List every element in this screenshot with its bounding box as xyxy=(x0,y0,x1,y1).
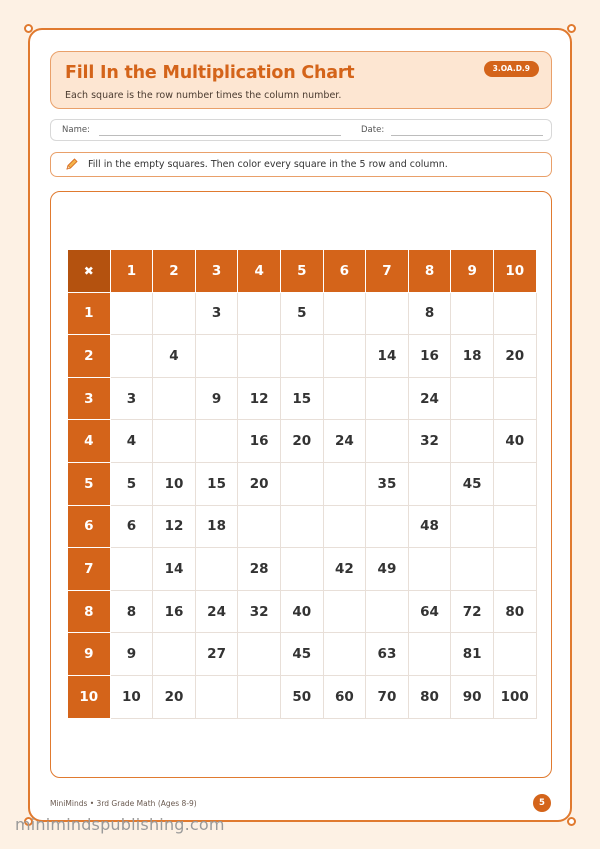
empty-cell[interactable] xyxy=(153,633,196,676)
filled-cell: 8 xyxy=(110,590,153,633)
filled-cell: 40 xyxy=(280,590,323,633)
filled-cell: 50 xyxy=(280,675,323,718)
column-header: 4 xyxy=(238,250,281,293)
empty-cell[interactable] xyxy=(366,590,409,633)
empty-cell[interactable] xyxy=(153,420,196,463)
filled-cell: 100 xyxy=(493,675,536,718)
name-line[interactable] xyxy=(99,135,341,136)
empty-cell[interactable] xyxy=(323,505,366,548)
row-header: 3 xyxy=(68,377,111,420)
empty-cell[interactable] xyxy=(110,548,153,591)
filled-cell: 15 xyxy=(195,462,238,505)
filled-cell: 45 xyxy=(280,633,323,676)
empty-cell[interactable] xyxy=(110,335,153,378)
grid-row xyxy=(68,505,537,548)
grid-row xyxy=(68,292,537,335)
filled-cell: 14 xyxy=(153,548,196,591)
empty-cell[interactable] xyxy=(323,633,366,676)
filled-cell: 32 xyxy=(408,420,451,463)
empty-cell[interactable] xyxy=(323,377,366,420)
filled-cell: 15 xyxy=(280,377,323,420)
row-header: 1 xyxy=(68,292,111,335)
empty-cell[interactable] xyxy=(280,462,323,505)
grid-row xyxy=(68,590,537,633)
filled-cell: 45 xyxy=(451,462,494,505)
row-header: 10 xyxy=(68,675,111,718)
column-header: 3 xyxy=(195,250,238,293)
grid-row xyxy=(68,377,537,420)
filled-cell: 24 xyxy=(408,377,451,420)
filled-cell: 5 xyxy=(280,292,323,335)
filled-cell: 10 xyxy=(110,675,153,718)
empty-cell[interactable] xyxy=(110,292,153,335)
row-header: 6 xyxy=(68,505,111,548)
empty-cell[interactable] xyxy=(493,633,536,676)
row-header: 8 xyxy=(68,590,111,633)
corner-dot xyxy=(567,24,576,33)
filled-cell: 3 xyxy=(110,377,153,420)
empty-cell[interactable] xyxy=(493,377,536,420)
chart-container xyxy=(50,191,552,778)
grid-row xyxy=(68,548,537,591)
header-banner xyxy=(50,51,552,109)
filled-cell: 3 xyxy=(195,292,238,335)
empty-cell[interactable] xyxy=(280,335,323,378)
filled-cell: 6 xyxy=(110,505,153,548)
filled-cell: 72 xyxy=(451,590,494,633)
grid-row xyxy=(68,633,537,676)
watermark: minimindspublishing.com xyxy=(15,815,225,834)
empty-cell[interactable] xyxy=(323,335,366,378)
empty-cell[interactable] xyxy=(451,420,494,463)
filled-cell: 80 xyxy=(408,675,451,718)
empty-cell[interactable] xyxy=(493,462,536,505)
filled-cell: 60 xyxy=(323,675,366,718)
filled-cell: 14 xyxy=(366,335,409,378)
empty-cell[interactable] xyxy=(280,548,323,591)
empty-cell[interactable] xyxy=(238,675,281,718)
empty-cell[interactable] xyxy=(366,292,409,335)
filled-cell: 81 xyxy=(451,633,494,676)
filled-cell: 9 xyxy=(195,377,238,420)
grid-row xyxy=(68,675,537,718)
empty-cell[interactable] xyxy=(366,420,409,463)
empty-cell[interactable] xyxy=(195,420,238,463)
filled-cell: 32 xyxy=(238,590,281,633)
empty-cell[interactable] xyxy=(451,505,494,548)
page-subtitle: Each square is the row number times the column number. xyxy=(65,90,342,101)
column-header: 6 xyxy=(323,250,366,293)
filled-cell: 70 xyxy=(366,675,409,718)
name-label: Name: xyxy=(62,125,90,135)
filled-cell: 18 xyxy=(195,505,238,548)
filled-cell: 35 xyxy=(366,462,409,505)
filled-cell: 12 xyxy=(238,377,281,420)
row-header: 2 xyxy=(68,335,111,378)
filled-cell: 64 xyxy=(408,590,451,633)
grid-row xyxy=(68,462,537,505)
empty-cell[interactable] xyxy=(451,377,494,420)
filled-cell: 12 xyxy=(153,505,196,548)
empty-cell[interactable] xyxy=(238,292,281,335)
instruction-box xyxy=(50,152,552,177)
filled-cell: 4 xyxy=(110,420,153,463)
empty-cell[interactable] xyxy=(366,505,409,548)
filled-cell: 16 xyxy=(238,420,281,463)
empty-cell[interactable] xyxy=(323,292,366,335)
multiplication-grid xyxy=(67,249,537,719)
empty-cell[interactable] xyxy=(153,377,196,420)
empty-cell[interactable] xyxy=(451,548,494,591)
empty-cell[interactable] xyxy=(238,335,281,378)
column-header: 9 xyxy=(451,250,494,293)
empty-cell[interactable] xyxy=(280,505,323,548)
page-number: 5 xyxy=(533,794,551,812)
filled-cell: 20 xyxy=(153,675,196,718)
filled-cell: 40 xyxy=(493,420,536,463)
header-row xyxy=(68,250,537,293)
empty-cell[interactable] xyxy=(408,548,451,591)
filled-cell: 63 xyxy=(366,633,409,676)
row-header: 5 xyxy=(68,462,111,505)
column-header: 7 xyxy=(366,250,409,293)
row-header: 4 xyxy=(68,420,111,463)
filled-cell: 10 xyxy=(153,462,196,505)
filled-cell: 80 xyxy=(493,590,536,633)
empty-cell[interactable] xyxy=(493,292,536,335)
filled-cell: 42 xyxy=(323,548,366,591)
empty-cell[interactable] xyxy=(238,633,281,676)
empty-cell[interactable] xyxy=(408,633,451,676)
filled-cell: 4 xyxy=(153,335,196,378)
empty-cell[interactable] xyxy=(493,505,536,548)
empty-cell[interactable] xyxy=(493,548,536,591)
name-date-bar xyxy=(50,119,552,141)
filled-cell: 18 xyxy=(451,335,494,378)
empty-cell[interactable] xyxy=(153,292,196,335)
filled-cell: 20 xyxy=(238,462,281,505)
empty-cell[interactable] xyxy=(366,377,409,420)
filled-cell: 48 xyxy=(408,505,451,548)
empty-cell[interactable] xyxy=(195,335,238,378)
empty-cell[interactable] xyxy=(451,292,494,335)
date-line[interactable] xyxy=(391,135,543,136)
row-header: 9 xyxy=(68,633,111,676)
column-header: 1 xyxy=(110,250,153,293)
column-header: 2 xyxy=(153,250,196,293)
corner-dot xyxy=(567,817,576,826)
filled-cell: 24 xyxy=(323,420,366,463)
standard-badge: 3.OA.D.9 xyxy=(484,61,539,77)
filled-cell: 16 xyxy=(408,335,451,378)
filled-cell: 20 xyxy=(493,335,536,378)
filled-cell: 20 xyxy=(280,420,323,463)
empty-cell[interactable] xyxy=(408,462,451,505)
empty-cell[interactable] xyxy=(323,590,366,633)
filled-cell: 28 xyxy=(238,548,281,591)
instruction-text: Fill in the empty squares. Then color every square in the 5 row and column. xyxy=(88,159,448,170)
empty-cell[interactable] xyxy=(195,675,238,718)
worksheet-page xyxy=(28,28,572,822)
corner-dot xyxy=(24,24,33,33)
empty-cell[interactable] xyxy=(238,505,281,548)
filled-cell: 9 xyxy=(110,633,153,676)
grid-row xyxy=(68,335,537,378)
filled-cell: 24 xyxy=(195,590,238,633)
filled-cell: 16 xyxy=(153,590,196,633)
footer-text: MiniMinds • 3rd Grade Math (Ages 8-9) xyxy=(50,799,197,808)
date-label: Date: xyxy=(361,125,385,135)
multiply-symbol: ✖ xyxy=(68,250,111,293)
filled-cell: 90 xyxy=(451,675,494,718)
empty-cell[interactable] xyxy=(195,548,238,591)
filled-cell: 49 xyxy=(366,548,409,591)
filled-cell: 27 xyxy=(195,633,238,676)
filled-cell: 5 xyxy=(110,462,153,505)
grid-row xyxy=(68,420,537,463)
pencil-icon xyxy=(65,157,79,171)
row-header: 7 xyxy=(68,548,111,591)
column-header: 5 xyxy=(280,250,323,293)
page-title: Fill In the Multiplication Chart xyxy=(65,63,355,83)
filled-cell: 8 xyxy=(408,292,451,335)
column-header: 8 xyxy=(408,250,451,293)
empty-cell[interactable] xyxy=(323,462,366,505)
column-header: 10 xyxy=(493,250,536,293)
